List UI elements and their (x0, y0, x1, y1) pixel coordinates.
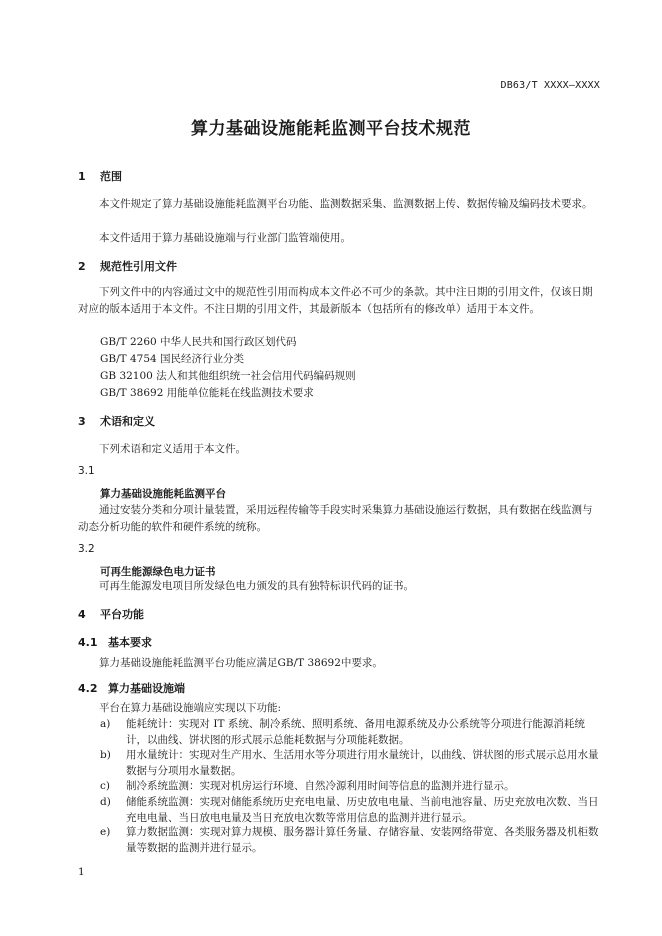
term-name: 可再生能源绿色电力证书 (100, 566, 216, 578)
subsection-4-2-heading (78, 680, 185, 696)
subsection-title: 基本要求 (108, 636, 152, 649)
list-item-label: e) (100, 826, 111, 838)
list-item-label: a) (100, 718, 111, 730)
section-3-heading (78, 413, 155, 429)
term-number: 3.1 (78, 465, 95, 477)
section-title: 术语和定义 (100, 415, 155, 428)
list-item-text: 用水量统计：实现对生产用水、生活用水等分项进行用水量统计，以曲线、饼状图的形式展示总用水量数据与分项用水量数据。 (126, 749, 599, 777)
subsection-4-1-heading (78, 634, 152, 650)
list-item-label: b) (100, 749, 111, 761)
paragraph: 本文件规定了算力基础设施能耗监测平台功能、监测数据采集、监测数据上传、数据传输及编码技术要求。 (99, 198, 593, 210)
page-number: 1 (78, 866, 85, 878)
list-item (100, 824, 600, 856)
document-title: 算力基础设施能耗监测平台技术规范 (191, 119, 471, 139)
term-number: 3.2 (78, 543, 95, 555)
list-item (100, 778, 600, 794)
normative-reference: GB/T 4754 国民经济行业分类 (100, 353, 245, 365)
subsection-number: 4.2 (78, 682, 98, 695)
list-item (100, 794, 600, 826)
subsection-number: 4.1 (78, 636, 98, 649)
section-number: 3 (78, 415, 86, 428)
section-title: 平台功能 (100, 608, 144, 621)
term-name: 算力基础设施能耗监测平台 (100, 488, 226, 500)
section-4-heading (78, 606, 144, 622)
normative-reference: GB 32100 法人和其他组织统一社会信用代码编码规则 (100, 370, 356, 382)
list-item-text: 储能系统监测：实现对储能系统历史充电电量、历史放电电量、当前电池容量、历史充放电次数、当日充电电量、当日放电电量及当日充放电次数等常用信息的监测并进行显示。 (126, 796, 599, 824)
section-number: 1 (78, 170, 86, 183)
list-item-text: 算力数据监测：实现对算力规模、服务器计算任务量、存储容量、安装网络带宽、各类服务器及机柜数量等数据的监测并进行显示。 (126, 826, 599, 854)
section-title: 规范性引用文件 (100, 260, 177, 273)
normative-reference: GB/T 38692 用能单位能耗在线监测技术要求 (100, 387, 314, 399)
normative-reference: GB/T 2260 中华人民共和国行政区划代码 (100, 336, 297, 348)
section-2-heading (78, 258, 177, 274)
subsection-title: 算力基础设施端 (108, 682, 185, 695)
section-number: 2 (78, 260, 86, 273)
paragraph: 本文件适用于算力基础设施端与行业部门监管端使用。 (99, 232, 351, 244)
paragraph: 平台在算力基础设施端应实现以下功能: (99, 702, 282, 714)
list-item (100, 716, 600, 748)
term-definition: 通过安装分类和分项计量装置，采用远程传输等手段实时采集算力基础设施运行数据，具有数据在线监测与动态分析功能的软件和硬件系统的统称。 (78, 504, 593, 533)
list-item-label: d) (100, 796, 111, 808)
section-title: 范围 (100, 170, 122, 183)
list-item-label: c) (100, 780, 110, 792)
paragraph: 下列术语和定义适用于本文件。 (99, 443, 246, 455)
term-definition: 可再生能源发电项目所发绿色电力颁发的具有独特标识代码的证书。 (99, 580, 414, 592)
list-item (100, 747, 600, 779)
section-number: 4 (78, 608, 86, 621)
section-1-heading (78, 168, 122, 184)
paragraph: 算力基础设施能耗监测平台功能应满足GB/T 38692中要求。 (99, 657, 383, 669)
paragraph: 下列文件中的内容通过文中的规范性引用而构成本文件必不可少的条款。其中注日期的引用文件，仅该日期对应的版本适用于本文件。不注日期的引用文件，其最新版本（包括所有的修改单）适用于本文件。 (78, 286, 593, 315)
document-code: DB63/T XXXX—XXXX (500, 80, 600, 91)
list-item-text: 制冷系统监测：实现对机房运行环境、自然冷源利用时间等信息的监测并进行显示。 (126, 780, 515, 792)
list-item-text: 能耗统计：实现对 IT 系统、制冷系统、照明系统、备用电源系统及办公系统等分项进行能源消耗统计，以曲线、饼状图的形式展示总能耗数据与分项能耗数据。 (126, 718, 585, 746)
